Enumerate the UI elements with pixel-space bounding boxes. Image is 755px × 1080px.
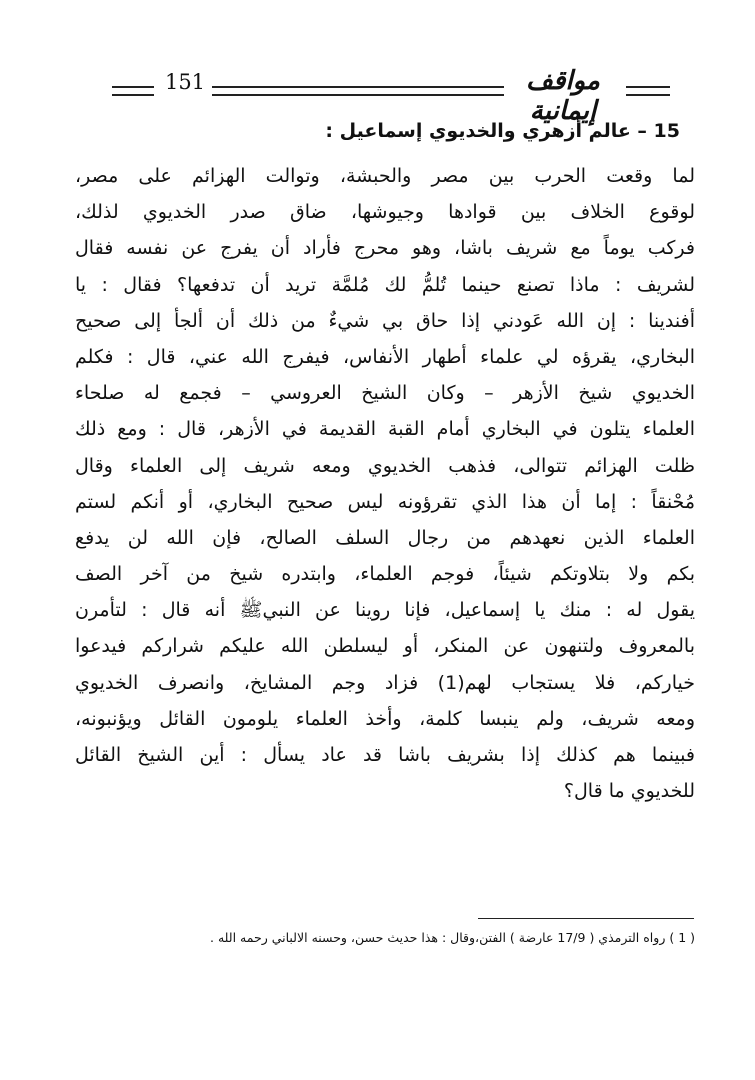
header-rule-right (626, 86, 670, 96)
section-title: 15 – عالم أزهري والخديوي إسماعيل : (325, 120, 680, 142)
page-header (100, 66, 680, 126)
body-line: ظلت الهزائم تتوالى، فذهب الخديوي ومعه شريف إلى العلماء وقال (75, 454, 695, 477)
body-line: خياركم، فلا يستجاب لهم(1) فزاد وجم المشايخ، وانصرف الخديوي (75, 671, 695, 694)
header-rule-middle (212, 86, 504, 96)
body-line: لما وقعت الحرب بين مصر والحبشة، وتوالت الهزائم على مصر، (75, 165, 695, 187)
body-line: لوقوع الخلاف بين قوادها وجيوشها، ضاق صدر الخديوي لذلك، (75, 201, 695, 224)
body-line: الخديوي شيخ الأزهر – وكان الشيخ العروسي – فجمع له صلحاء (75, 382, 695, 405)
body-line: فركب يوماً مع شريف باشا، وهو محرج فأراد أن يفرج عن نفسه فقال (75, 237, 695, 260)
body-line: بكم ولا بتلاوتكم شيئاً، فوجم العلماء، وابتدره شيخ من آخر الصف (75, 563, 695, 586)
body-line: ومعه شريف، ولم ينبسا كلمة، وأخذ العلماء يلومون القائل ويؤنبونه، (75, 707, 695, 730)
body-line: فبينما هم كذلك إذا بشريف باشا قد عاد يسأل : أين الشيخ القائل (75, 744, 695, 766)
footnote: ( 1 ) رواه الترمذي ( 17/9 عارضة ) الفتن،وقال : هذا حديث حسن، وحسنه الالباني رحمه الله . (210, 930, 695, 945)
body-line: للخديوي ما قال؟ (563, 780, 695, 803)
body-line: مُحْنقاً : إما أن هذا الذي تقرؤونه ليس صحيح البخاري، أو أنكم لستم (75, 490, 695, 513)
body-line: العلماء الذين نعهدهم من رجال السلف الصالح، فإن الله لن يدفع (75, 526, 695, 549)
footnote-divider (478, 918, 694, 919)
body-line: العلماء يتلون في البخاري أمام القبة القديمة في الأزهر، قال : ومع ذلك (75, 418, 695, 441)
running-title: مواقف إيمانية (526, 66, 600, 126)
body-text (75, 158, 695, 809)
body-line: بالمعروف ولتنهون عن المنكر، أو ليسلطن الله عليكم شراركم فيدعوا (75, 635, 695, 658)
body-line: لشريف : ماذا تصنع حينما تُلمُّ لك مُلمَّة تريد أن تدفعها؟ فقال : يا (75, 273, 695, 296)
header-rule-left (112, 86, 154, 96)
body-line: أفندينا : إن الله عَودني إذا حاق بي شيءٌ من ذلك أن ألجأ إلى صحيح (75, 309, 695, 332)
body-line: يقول له : منك يا إسماعيل، فإنا روينا عن النبيﷺ أنه قال : لتأمرن (75, 599, 695, 622)
body-line: البخاري، يقرؤه لي علماء أطهار الأنفاس، فيفرج الله عني، قال : فكلم (75, 345, 695, 368)
page-number: 151 (164, 70, 206, 94)
